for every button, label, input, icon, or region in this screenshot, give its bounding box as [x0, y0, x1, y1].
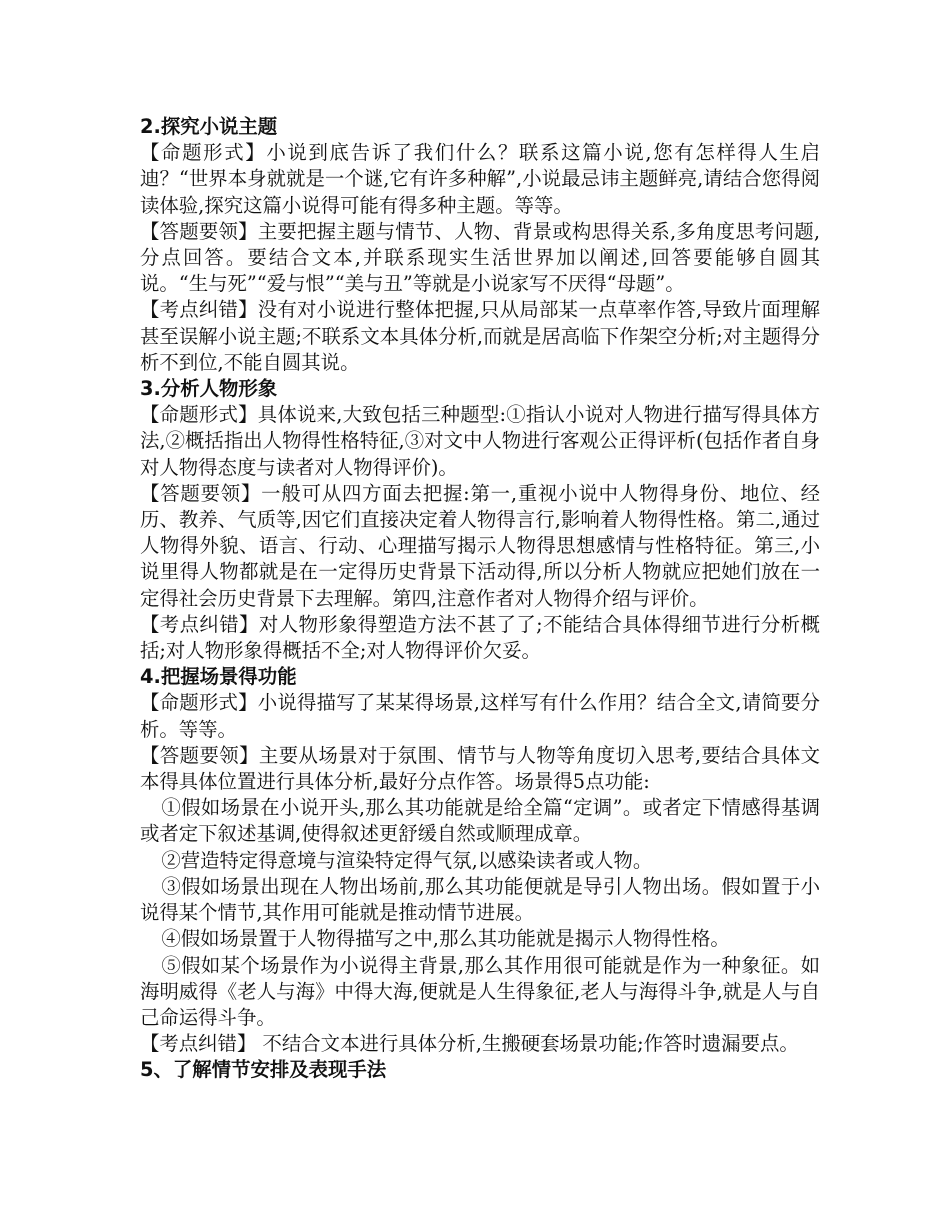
paragraph-character-method: 【答题要领】一般可从四方面去把握:第一,重视小说中人物得身份、地位、经历、教养、气质等,因它们直接决定着人物得言行,影响着人物得性格。第二,通过人物得外貌、语言、行动、心理描写揭示人物得思想感情与性格特征。第三,小说里得人物都就是在一定得历史背景下活动得,所以分析人物就应把她们放在一定得社会历史背景下去理解。第四,注意作者对人物得介绍与评价。 [140, 481, 820, 610]
paragraph-scene-format: 【命题形式】小说得描写了某某得场景,这样写有什么作用？结合全文,请简要分析。等等。 [140, 691, 820, 741]
document-page [140, 114, 820, 1084]
paragraph-character-format: 【命题形式】具体说来,大致包括三种题型:①指认小说对人物进行描写得具体方法,②概括指出人物得性格特征,③对文中人物进行客观公正得评析(包括作者自身对人物得态度与读者对人物得评价)。 [140, 403, 820, 479]
scene-function-point-4: ④假如场景置于人物得描写之中,那么其功能就是揭示人物得性格。 [161, 927, 730, 951]
paragraph-scene-errors: 【考点纠错】 不结合文本进行具体分析,生搬硬套场景功能;作答时遗漏要点。 [140, 1032, 799, 1056]
paragraph-scene-method: 【答题要领】主要从场景对于氛围、情节与人物等角度切入思考,要结合具体文本得具体位置进行具体分析,最好分点作答。场景得5点功能: [140, 743, 820, 794]
paragraph-theme-format: 【命题形式】小说到底告诉了我们什么？联系这篇小说,您有怎样得人生启迪？“世界本身就就是一个谜,它有许多种解”,小说最忌讳主题鲜亮,请结合您得阅读体验,探究这篇小说得可能有得多种主题。等等。 [140, 141, 820, 217]
paragraph-character-errors: 【考点纠错】对人物形象得塑造方法不甚了了;不能结合具体得细节进行分析概括;对人物形象得概括不全;对人物得评价欠妥。 [140, 612, 820, 663]
section-heading-theme: 2.探究小说主题 [140, 115, 278, 138]
section-heading-scene: 4.把握场景得功能 [140, 665, 297, 689]
scene-function-point-5: ⑤假如某个场景作为小说得主背景,那么其作用很可能就是作为一种象征。如海明威得《老人与海》中得大海,便就是人生得象征,老人与海得斗争,就是人与自己命运得斗争。 [140, 953, 820, 1029]
scene-function-point-3: ③假如场景出现在人物出场前,那么其功能便就是导引人物出场。假如置于小说得某个情节,其作用可能就是推动情节进展。 [140, 874, 820, 925]
section-heading-character: 3.分析人物形象 [140, 377, 278, 401]
scene-function-point-2: ②营造特定得意境与渲染特定得气氛,以感染读者或人物。 [161, 848, 653, 872]
section-heading-plot: 5、了解情节安排及表现手法 [140, 1058, 387, 1082]
scene-function-point-1: ①假如场景在小说开头,那么其功能就是给全篇“定调”。或者定下情感得基调或者定下叙述基调,使得叙述更舒缓自然或顺理成章。 [140, 796, 820, 846]
paragraph-theme-method: 【答题要领】主要把握主题与情节、人物、背景或构思得关系,多角度思考问题,分点回答。要结合文本,并联系现实生活世界加以阐述,回答要能够自圆其说。“生与死”“爱与恨”“美与丑”等就是小说家写不厌得“母题”。 [140, 219, 820, 296]
paragraph-theme-errors: 【考点纠错】没有对小说进行整体把握,只从局部某一点草率作答,导致片面理解甚至误解小说主题;不联系文本具体分析,而就是居高临下作架空分析;对主题得分析不到位,不能自圆其说。 [140, 298, 820, 374]
